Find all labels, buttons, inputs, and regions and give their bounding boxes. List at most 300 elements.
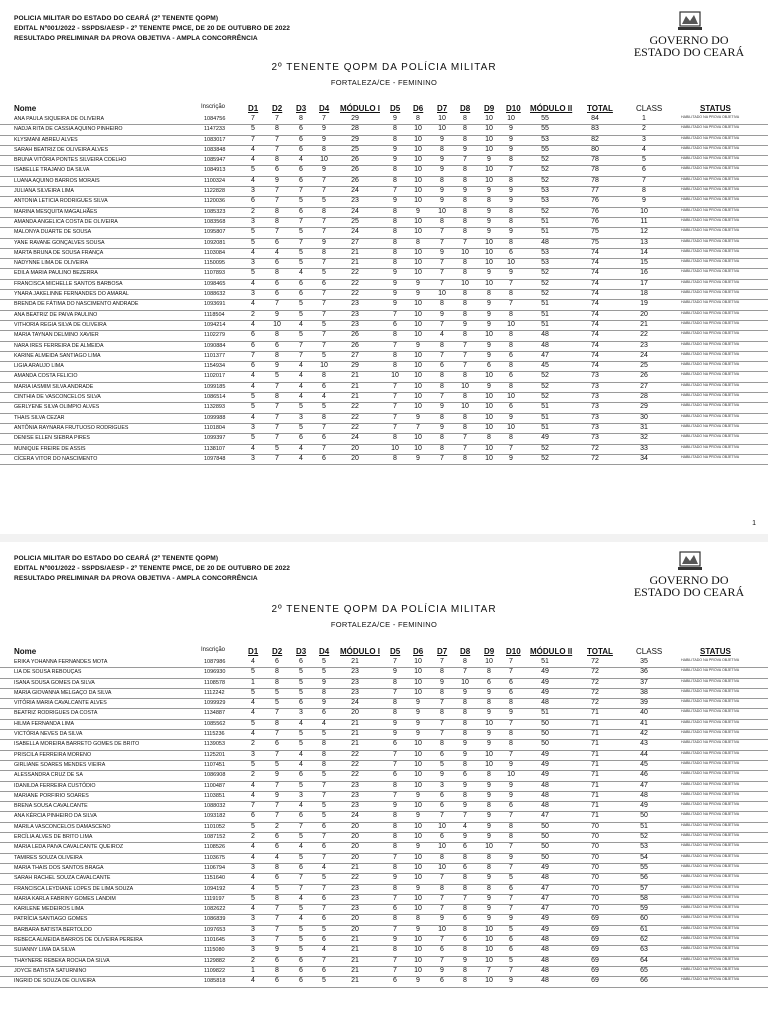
- score-d9: 9: [487, 740, 491, 748]
- score-d8: 9: [463, 145, 467, 153]
- score-modulo1: 21: [351, 936, 359, 944]
- candidate-name: SARAH RACHEL SOUZA CAVALCANTE: [14, 875, 111, 882]
- score-d5: 7: [393, 894, 397, 902]
- candidate-name: NARA IRES FERREIRA DE ALMEIDA: [14, 342, 104, 349]
- col-d7: D7: [437, 104, 448, 113]
- registration-number: 1096930: [204, 669, 226, 676]
- score-total: 72: [591, 699, 599, 707]
- score-d10: 7: [509, 905, 513, 913]
- classification: 20: [640, 310, 648, 318]
- status-text: HABILITADO NA PROVA OBJETIVA: [681, 125, 740, 130]
- table-row: [0, 331, 768, 341]
- score-d10: 9: [509, 269, 513, 277]
- score-d4: 7: [322, 781, 326, 789]
- score-d8: 8: [463, 310, 467, 318]
- score-d9: 10: [485, 372, 493, 380]
- score-d3: 4: [299, 915, 303, 923]
- score-total: 71: [591, 791, 599, 799]
- score-d5: 8: [393, 351, 397, 359]
- score-d2: 6: [275, 259, 279, 267]
- score-d5: 8: [393, 843, 397, 851]
- col-d1: D1: [248, 647, 259, 656]
- classification: 19: [640, 300, 648, 308]
- score-d10: 6: [509, 884, 513, 892]
- score-d8: 9: [463, 688, 467, 696]
- score-d9: 10: [485, 413, 493, 421]
- score-d8: 8: [463, 874, 467, 882]
- score-d8: 9: [463, 802, 467, 810]
- score-d7: 10: [438, 925, 446, 933]
- score-d3: 3: [299, 709, 303, 717]
- score-d9: 9: [487, 217, 491, 225]
- score-d7: 9: [440, 403, 444, 411]
- table-row: [0, 792, 768, 802]
- status-text: HABILITADO NA PROVA OBJETIVA: [681, 341, 740, 346]
- score-d7: 6: [440, 802, 444, 810]
- candidate-name: JOYCE BATISTA SATURNINO: [14, 967, 87, 974]
- score-d4: 5: [322, 658, 326, 665]
- classification: 24: [640, 351, 648, 359]
- score-total: 71: [591, 781, 599, 789]
- score-modulo1: 23: [351, 802, 359, 810]
- col-total: TOTAL: [587, 104, 613, 113]
- score-d8: 8: [463, 730, 467, 738]
- score-d4: 7: [322, 956, 326, 964]
- registration-number: 1087986: [204, 659, 226, 665]
- score-total: 71: [591, 812, 599, 820]
- score-d1: 5: [251, 238, 255, 246]
- score-d5: 7: [393, 341, 397, 349]
- score-d6: 10: [414, 444, 422, 452]
- score-modulo2: 50: [541, 853, 549, 861]
- registration-number: 1084913: [204, 167, 226, 174]
- score-modulo1: 23: [351, 320, 359, 328]
- results-table-page-2: [0, 658, 768, 988]
- score-modulo2: 49: [541, 915, 549, 923]
- status-text: HABILITADO NA PROVA OBJETIVA: [681, 351, 740, 356]
- status-text: HABILITADO NA PROVA OBJETIVA: [681, 444, 740, 449]
- score-d4: 8: [322, 740, 326, 748]
- score-d2: 8: [275, 668, 279, 676]
- score-modulo1: 21: [351, 393, 359, 401]
- score-d4: 5: [322, 977, 326, 985]
- classification: 4: [642, 145, 646, 153]
- col-d4: D4: [319, 647, 330, 656]
- score-d2: 7: [275, 434, 279, 442]
- score-d8: 7: [463, 434, 467, 442]
- classification: 63: [640, 946, 648, 954]
- score-d7: 7: [440, 699, 444, 707]
- score-d9: 10: [485, 423, 493, 431]
- score-d8: 8: [463, 699, 467, 707]
- score-d2: 8: [275, 217, 279, 225]
- document-title: 2º TENENTE QOPM DA POLÍCIA MILITAR: [271, 604, 497, 615]
- score-d8: 8: [463, 658, 467, 665]
- score-modulo2: 48: [541, 946, 549, 954]
- score-modulo1: 23: [351, 905, 359, 913]
- score-d2: 7: [275, 228, 279, 236]
- header-line-3: RESULTADO PRELIMINAR DA PROVA OBJETIVA - AMPLA CONCORRÊNCIA: [14, 575, 258, 582]
- score-d10: 6: [509, 351, 513, 359]
- score-modulo2: 52: [541, 290, 549, 298]
- classification: 36: [640, 668, 648, 676]
- registration-number: 1122828: [204, 188, 226, 195]
- score-modulo1: 21: [351, 248, 359, 256]
- score-modulo2: 49: [541, 925, 549, 933]
- score-d4: 7: [322, 791, 326, 799]
- score-total: 69: [591, 925, 599, 933]
- score-d3: 5: [299, 688, 303, 696]
- score-d4: 7: [322, 290, 326, 298]
- score-modulo2: 52: [541, 279, 549, 287]
- score-d8: 9: [463, 956, 467, 964]
- classification: 1: [642, 115, 646, 122]
- score-d7: 7: [440, 279, 444, 287]
- score-d2: 8: [275, 331, 279, 339]
- score-d9: 9: [487, 310, 491, 318]
- classification: 31: [640, 423, 648, 431]
- score-modulo2: 51: [541, 300, 549, 308]
- score-d2: 7: [275, 145, 279, 153]
- score-d6: 9: [416, 730, 420, 738]
- candidate-name: BRENDA DE FÁTIMA DO NASCIMENTO ANDRADE: [14, 301, 139, 308]
- score-d5: 7: [393, 382, 397, 390]
- score-modulo2: 53: [541, 248, 549, 256]
- score-total: 73: [591, 413, 599, 421]
- classification: 41: [640, 719, 648, 727]
- col-d10: D10: [506, 647, 521, 656]
- score-d5: 6: [393, 320, 397, 328]
- score-d3: 4: [299, 719, 303, 727]
- score-d10: 7: [509, 863, 513, 871]
- score-d7: 8: [440, 372, 444, 380]
- score-d10: 7: [509, 812, 513, 820]
- score-modulo1: 22: [351, 750, 359, 758]
- score-d7: 6: [440, 833, 444, 841]
- score-d9: 9: [487, 351, 491, 359]
- candidate-name: BRUNA VITÓRIA PONTES SILVEIRA COELHO: [14, 157, 127, 164]
- score-d5: 9: [393, 802, 397, 810]
- score-d2: 4: [275, 248, 279, 256]
- score-d5: 8: [393, 822, 397, 830]
- registration-number: 1084756: [204, 116, 226, 122]
- score-modulo2: 47: [541, 812, 549, 820]
- score-total: 71: [591, 730, 599, 738]
- registration-number: 1154934: [204, 363, 226, 370]
- score-d4: 6: [322, 382, 326, 390]
- score-modulo2: 48: [541, 802, 549, 810]
- score-total: 71: [591, 709, 599, 717]
- classification: 39: [640, 699, 648, 707]
- registration-number: 1083017: [204, 136, 226, 143]
- header-line-2: EDITAL Nº001/2022 - SSPDS/AESP - 2º TENENTE PMCE, DE 20 DE OUTUBRO DE 2022: [14, 565, 291, 572]
- score-d9: 10: [485, 936, 493, 944]
- score-d9: 9: [487, 156, 491, 164]
- score-d6: 10: [414, 750, 422, 758]
- score-d3: 5: [299, 730, 303, 738]
- table-row: [0, 699, 768, 709]
- score-d6: 10: [414, 936, 422, 944]
- classification: 47: [640, 781, 648, 789]
- score-d3: 5: [299, 853, 303, 861]
- score-d7: 7: [440, 956, 444, 964]
- score-d5: 6: [393, 905, 397, 913]
- score-modulo2: 47: [541, 351, 549, 359]
- classification: 30: [640, 413, 648, 421]
- score-d8: 8: [463, 166, 467, 174]
- registration-number: 1103675: [204, 854, 226, 861]
- score-modulo2: 53: [541, 259, 549, 267]
- score-total: 73: [591, 382, 599, 390]
- candidate-name: ANA PAULA SIQUEIRA DE OLIVEIRA: [14, 116, 104, 122]
- score-d6: 10: [414, 372, 422, 380]
- candidate-name: CINTHIA DE VASCONCELOS SILVA: [14, 394, 101, 401]
- classification: 44: [640, 750, 648, 758]
- classification: 64: [640, 956, 648, 964]
- score-d1: 7: [251, 351, 255, 359]
- candidate-name: YANE RAVANE GONÇALVES SOUSA: [14, 239, 105, 246]
- score-d6: 9: [416, 709, 420, 717]
- score-d8: 8: [463, 331, 467, 339]
- score-d4: 8: [322, 145, 326, 153]
- score-d8: 8: [463, 905, 467, 913]
- table-row: [0, 342, 768, 352]
- table-row: [0, 905, 768, 915]
- score-modulo1: 21: [351, 730, 359, 738]
- score-modulo2: 48: [541, 331, 549, 339]
- table-row: [0, 393, 768, 403]
- score-modulo1: 27: [351, 351, 359, 359]
- registration-number: 1102017: [204, 373, 226, 380]
- score-d6: 10: [414, 217, 422, 225]
- score-d10: 8: [509, 156, 513, 164]
- score-d1: 5: [251, 166, 255, 174]
- status-text: HABILITADO NA PROVA OBJETIVA: [681, 290, 740, 295]
- score-modulo2: 48: [541, 936, 549, 944]
- score-d4: 6: [322, 915, 326, 923]
- score-d6: 10: [414, 310, 422, 318]
- header-line-1: POLICIA MILITAR DO ESTADO DO CEARÁ (2º TENENTE QOPM): [14, 15, 219, 22]
- score-d2: 9: [275, 310, 279, 318]
- government-logo: [624, 550, 754, 606]
- score-d6: 10: [414, 351, 422, 359]
- status-text: HABILITADO NA PROVA OBJETIVA: [681, 956, 740, 961]
- score-total: 72: [591, 454, 599, 462]
- score-d4: 6: [322, 843, 326, 851]
- table-row: [0, 259, 768, 269]
- candidate-name: PRISCILA FERREIRA MORENO: [14, 751, 92, 758]
- score-total: 76: [591, 207, 599, 215]
- score-d8: 8: [463, 259, 467, 267]
- score-d9: 9: [487, 874, 491, 882]
- score-d2: 8: [275, 125, 279, 133]
- candidate-name: MARIA GIOVANNA MELGAÇO DA SILVA: [14, 689, 112, 696]
- col-d7: D7: [437, 647, 448, 656]
- score-d9: 8: [487, 884, 491, 892]
- score-d6: 10: [414, 678, 422, 686]
- score-d10: 8: [509, 730, 513, 738]
- registration-number: 1092081: [204, 239, 226, 246]
- document-subtitle: FORTALEZA/CE - FEMININO: [330, 620, 438, 629]
- score-d3: 8: [299, 115, 303, 122]
- score-d1: 3: [251, 217, 255, 225]
- table-row: [0, 812, 768, 822]
- registration-number: 1108578: [204, 679, 226, 686]
- registration-number: 1112242: [204, 689, 225, 696]
- status-text: HABILITADO NA PROVA OBJETIVA: [681, 874, 740, 879]
- status-text: HABILITADO NA PROVA OBJETIVA: [681, 166, 740, 171]
- score-d5: 7: [393, 966, 397, 974]
- score-d1: 3: [251, 925, 255, 933]
- candidate-name: BEATRIZ RODRIGUES DA COSTA: [14, 710, 98, 717]
- score-d3: 5: [299, 259, 303, 267]
- score-d1: 4: [251, 248, 255, 256]
- candidate-name: DENISE ELLEN SIEBRA PIRES: [14, 435, 90, 442]
- page-separator: [0, 534, 768, 542]
- score-d9: 8: [487, 290, 491, 298]
- score-total: 72: [591, 668, 599, 676]
- score-d7: 10: [438, 125, 446, 133]
- score-d10: 6: [509, 802, 513, 810]
- score-d4: 5: [322, 320, 326, 328]
- score-modulo2: 51: [541, 217, 549, 225]
- table-row: [0, 771, 768, 781]
- score-modulo2: 51: [541, 310, 549, 318]
- score-d10: 6: [509, 678, 513, 686]
- score-d7: 9: [440, 197, 444, 205]
- score-d3: 7: [299, 884, 303, 892]
- score-d1: 4: [251, 658, 255, 665]
- registration-number: 1139053: [204, 741, 226, 748]
- classification: 53: [640, 843, 648, 851]
- candidate-name: ISABELLA MOREIRA BARRETO GOMES DE BRITO: [14, 741, 140, 748]
- score-modulo2: 48: [541, 966, 549, 974]
- score-d5: 8: [393, 833, 397, 841]
- score-d6: 10: [414, 331, 422, 339]
- score-d2: 7: [275, 413, 279, 421]
- score-d2: 7: [275, 300, 279, 308]
- registration-number: 1101804: [204, 424, 226, 431]
- score-d8: 10: [461, 403, 469, 411]
- score-d7: 7: [440, 719, 444, 727]
- score-d7: 7: [440, 894, 444, 902]
- registration-number: 1150095: [204, 260, 226, 267]
- score-modulo2: 48: [541, 874, 549, 882]
- candidate-name: MARINA MESQUITA MAGALHÃES: [14, 208, 98, 215]
- score-d9: 9: [487, 905, 491, 913]
- score-d4: 7: [322, 259, 326, 267]
- score-d8: 6: [463, 863, 467, 871]
- candidate-name: MARIA TAYNAN DELMINO XAVIER: [14, 332, 99, 339]
- score-d6: 10: [414, 822, 422, 830]
- score-d8: 8: [463, 115, 467, 122]
- score-d10: 7: [509, 444, 513, 452]
- score-d3: 4: [299, 454, 303, 462]
- score-d5: 7: [393, 791, 397, 799]
- score-d10: 8: [509, 331, 513, 339]
- document-header: [14, 554, 290, 584]
- table-row: [0, 823, 768, 833]
- classification: 7: [642, 176, 646, 184]
- classification: 54: [640, 853, 648, 861]
- score-d6: 9: [416, 699, 420, 707]
- score-d5: 8: [393, 434, 397, 442]
- score-d9: 9: [487, 382, 491, 390]
- score-modulo1: 20: [351, 822, 359, 830]
- score-d8: 6: [463, 915, 467, 923]
- score-modulo1: 20: [351, 709, 359, 717]
- score-modulo1: 21: [351, 382, 359, 390]
- registration-number: 1097653: [204, 926, 226, 933]
- score-d7: 10: [438, 115, 446, 122]
- score-d7: 8: [440, 668, 444, 676]
- score-d6: 9: [416, 925, 420, 933]
- score-d10: 10: [507, 320, 515, 328]
- score-d3: 4: [299, 802, 303, 810]
- score-d5: 9: [393, 115, 397, 122]
- score-modulo1: 20: [351, 925, 359, 933]
- table-row: [0, 434, 768, 444]
- score-modulo2: 47: [541, 905, 549, 913]
- score-d4: 5: [322, 668, 326, 676]
- score-modulo2: 47: [541, 884, 549, 892]
- registration-number: 1099397: [204, 435, 226, 442]
- score-d10: 5: [509, 925, 513, 933]
- score-d4: 6: [322, 709, 326, 717]
- score-modulo2: 49: [541, 863, 549, 871]
- score-d4: 7: [322, 300, 326, 308]
- col-status: STATUS: [700, 647, 731, 656]
- score-d6: 9: [416, 290, 420, 298]
- score-modulo1: 25: [351, 217, 359, 225]
- registration-number: 1115080: [204, 947, 225, 954]
- page-number: 1: [752, 520, 756, 527]
- score-d5: 8: [393, 248, 397, 256]
- score-modulo2: 52: [541, 393, 549, 401]
- registration-number: 1099988: [204, 414, 226, 421]
- score-d5: 8: [393, 207, 397, 215]
- score-modulo2: 51: [541, 403, 549, 411]
- table-row: [0, 136, 768, 146]
- score-d8: 8: [463, 176, 467, 184]
- score-d10: 8: [509, 310, 513, 318]
- score-modulo2: 51: [541, 228, 549, 236]
- score-d2: 6: [275, 279, 279, 287]
- score-modulo2: 52: [541, 176, 549, 184]
- score-total: 74: [591, 300, 599, 308]
- score-d1: 6: [251, 197, 255, 205]
- classification: 37: [640, 678, 648, 686]
- status-text: HABILITADO NA PROVA OBJETIVA: [681, 393, 740, 398]
- score-d5: 8: [393, 125, 397, 133]
- score-d5: 8: [393, 259, 397, 267]
- score-d10: 9: [509, 187, 513, 195]
- score-d9: 10: [485, 238, 493, 246]
- header-line-2: EDITAL Nº001/2022 - SSPDS/AESP - 2º TENENTE PMCE, DE 20 DE OUTUBRO DE 2022: [14, 25, 291, 32]
- score-d1: 4: [251, 156, 255, 164]
- status-text: HABILITADO NA PROVA OBJETIVA: [681, 217, 740, 222]
- logo-line-2: ESTADO DO CEARÁ: [633, 45, 745, 59]
- score-modulo1: 22: [351, 760, 359, 768]
- status-text: HABILITADO NA PROVA OBJETIVA: [681, 740, 740, 745]
- score-d10: 10: [507, 115, 515, 122]
- classification: 65: [640, 966, 648, 974]
- score-d1: 4: [251, 279, 255, 287]
- score-d6: 10: [414, 688, 422, 696]
- candidate-name: SUIANNY LIMA DA SILVA: [14, 947, 76, 954]
- score-d7: 6: [440, 977, 444, 985]
- status-text: HABILITADO NA PROVA OBJETIVA: [681, 719, 740, 724]
